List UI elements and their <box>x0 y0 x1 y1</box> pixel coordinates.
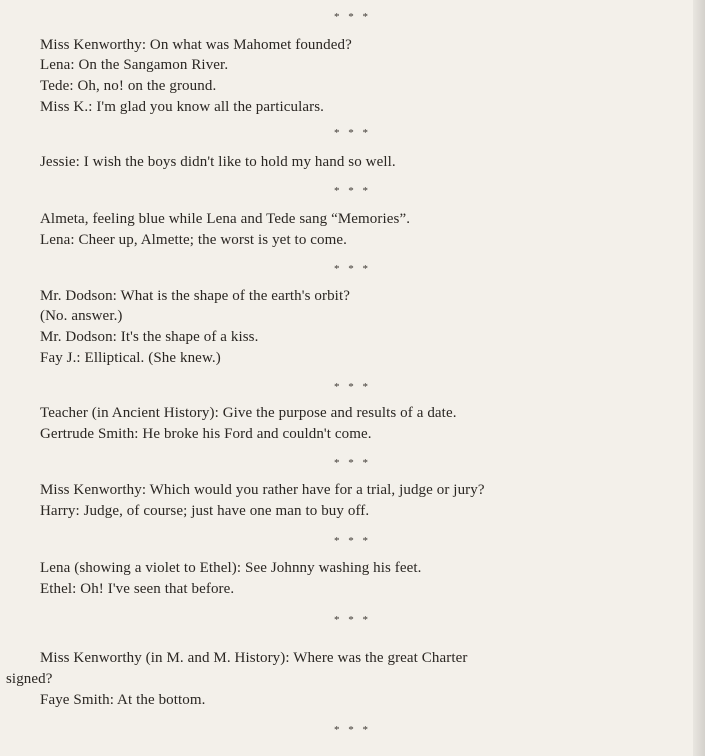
page-edge <box>693 0 705 756</box>
joke-line: Miss Kenworthy (in M. and M. History): Where was the great Charter <box>40 650 468 666</box>
separator: * * * <box>334 127 371 139</box>
joke-line: Tede: Oh, no! on the ground. <box>40 78 217 94</box>
joke-line: Lena (showing a violet to Ethel): See Johnny washing his feet. <box>40 560 422 576</box>
joke-line: Gertrude Smith: He broke his Ford and couldn't come. <box>40 426 372 442</box>
separator: * * * <box>334 535 371 547</box>
joke-line: Mr. Dodson: What is the shape of the earth's orbit? <box>40 288 350 304</box>
joke-line: Miss K.: I'm glad you know all the particulars. <box>40 99 325 115</box>
separator: * * * <box>334 263 371 275</box>
joke-line: Lena: Cheer up, Almette; the worst is yet to come. <box>40 232 348 248</box>
joke-line: Ethel: Oh! I've seen that before. <box>40 581 235 597</box>
separator: * * * <box>334 724 371 736</box>
separator: * * * <box>334 457 371 469</box>
joke-line: Faye Smith: At the bottom. <box>40 692 206 708</box>
joke-line: Harry: Judge, of course; just have one man to buy off. <box>40 503 370 519</box>
joke-line: signed? <box>6 671 53 687</box>
joke-line: Miss Kenworthy: On what was Mahomet founded? <box>40 37 352 53</box>
separator: * * * <box>334 185 371 197</box>
joke-line: Miss Kenworthy: Which would you rather have for a trial, judge or jury? <box>40 482 485 498</box>
joke-line: Lena: On the Sangamon River. <box>40 57 229 73</box>
separator: * * * <box>334 11 371 23</box>
joke-line: Jessie: I wish the boys didn't like to hold my hand so well. <box>40 154 396 170</box>
joke-line: Fay J.: Elliptical. (She knew.) <box>40 350 221 366</box>
joke-line: (No. answer.) <box>40 308 123 324</box>
separator: * * * <box>334 614 371 626</box>
joke-line: Teacher (in Ancient History): Give the purpose and results of a date. <box>40 405 457 421</box>
joke-line: Almeta, feeling blue while Lena and Tede sang “Memories”. <box>40 211 411 227</box>
separator: * * * <box>334 381 371 393</box>
joke-line: Mr. Dodson: It's the shape of a kiss. <box>40 329 259 345</box>
